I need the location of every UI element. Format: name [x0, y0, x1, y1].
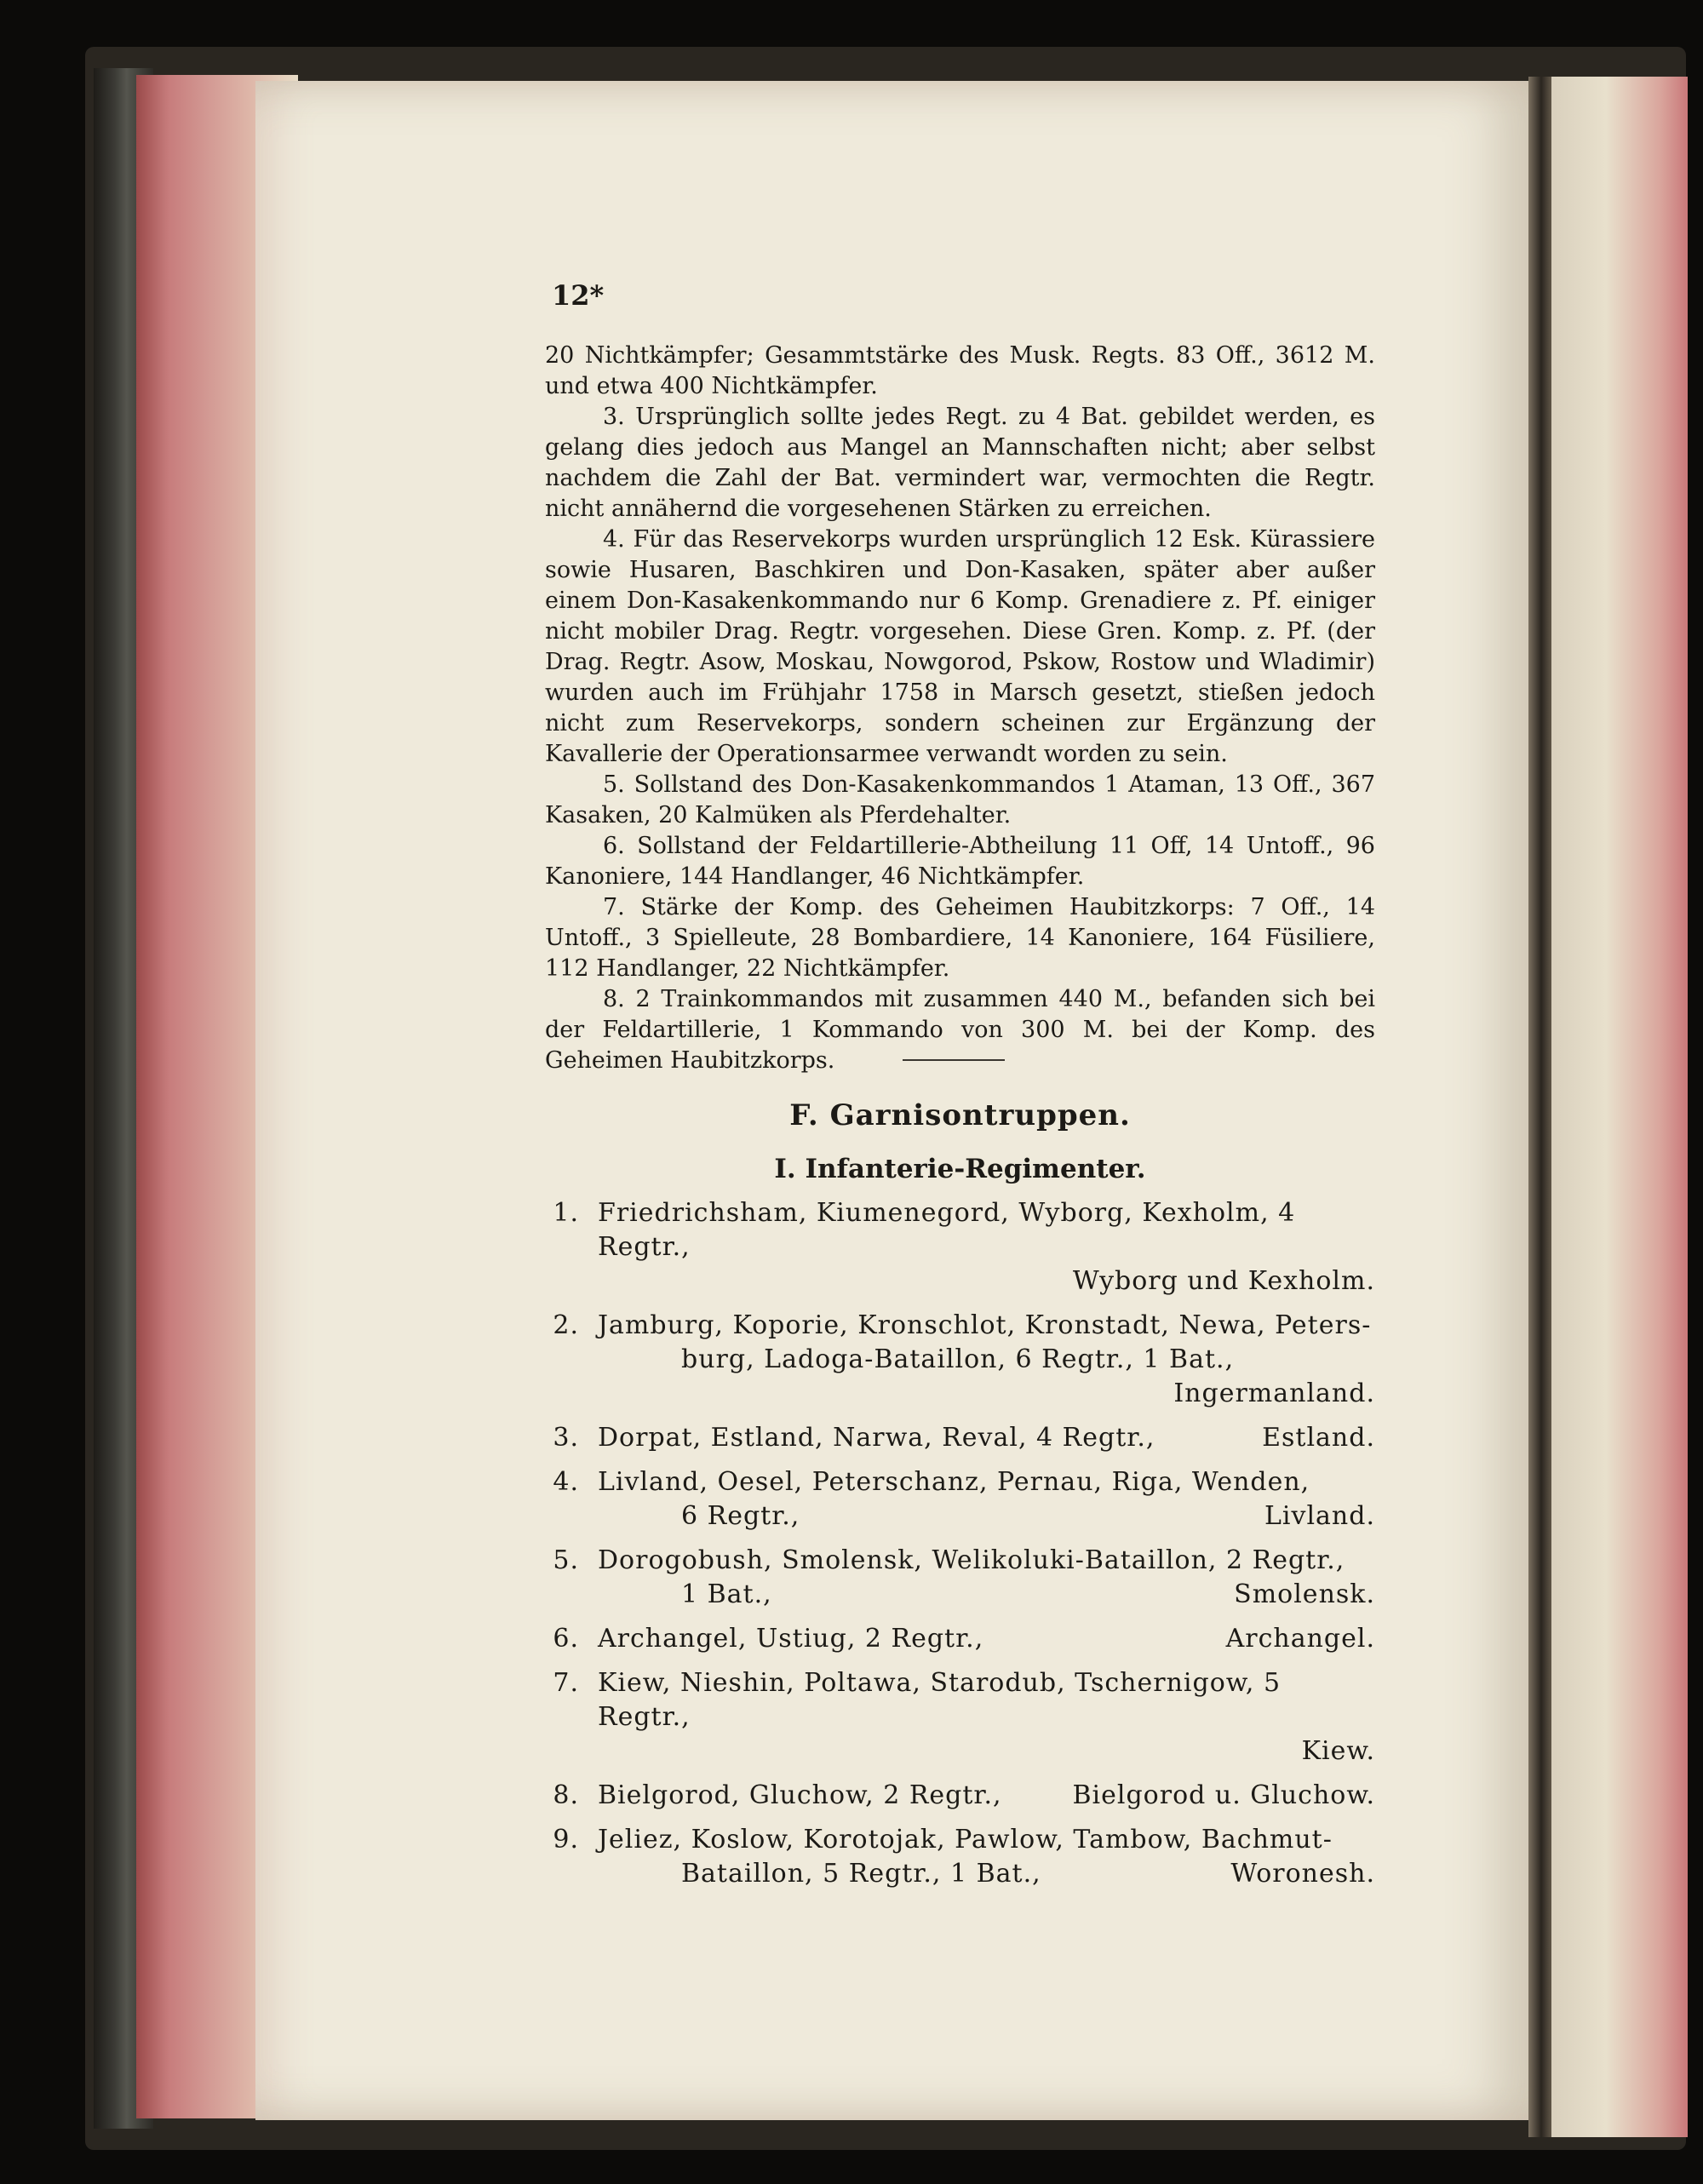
regiment-entry — [545, 1421, 1375, 1455]
section-divider — [903, 1059, 1005, 1061]
regiment-entry — [545, 1622, 1375, 1656]
regiment-entry — [545, 1823, 1375, 1891]
regiment-entry — [545, 1544, 1375, 1612]
footnote-item: 6. Sollstand der Feldartillerie-Abtheilung 11 Off, 14 Untoff., 96 Kanoniere, 144 Handlanger, 46 Nichtkämpfer. — [545, 833, 1375, 890]
entry-text: Jeliez, Koslow, Korotojak, Pawlow, Tambow, Bachmut- — [598, 1825, 1333, 1854]
entry-text-cont: 6 Regtr., — [681, 1501, 800, 1531]
entry-province: Bielgorod u. Gluchow. — [1072, 1780, 1375, 1810]
entry-number: 7. — [553, 1668, 579, 1698]
entry-province: Wyborg und Kexholm. — [1072, 1266, 1375, 1296]
entry-province: Archangel. — [1225, 1624, 1375, 1654]
regiment-entry — [545, 1309, 1375, 1411]
entry-text: Archangel, Ustiug, 2 Regtr., — [598, 1624, 984, 1654]
book-gutter — [1528, 77, 1554, 2137]
entry-text: Livland, Oesel, Peterschanz, Pernau, Riga, Wenden, — [598, 1467, 1310, 1497]
entry-number: 9. — [553, 1825, 579, 1854]
entry-text: Kiew, Nieshin, Poltawa, Starodub, Tschernigow, 5 Regtr., — [598, 1668, 1282, 1732]
entry-text: Bielgorod, Gluchow, 2 Regtr., — [598, 1780, 1002, 1810]
footnote-item: 5. Sollstand des Don-Kasakenkommandos 1 Ataman, 13 Off., 367 Kasaken, 20 Kalmüken als Pferdehalter. — [545, 771, 1375, 828]
regiment-entry — [545, 1196, 1375, 1298]
footnote-item: 3. Ursprünglich sollte jedes Regt. zu 4 Bat. gebildet werden, es gelang dies jedoch aus Mangel an Mannschaften nicht; aber selbst nachdem die Zahl der Bat. vermindert war, vermochten die Regtr. nicht annähernd die vorgesehenen Stärken zu erreichen. — [545, 404, 1375, 522]
section-title: F. Garnisontruppen. — [789, 1098, 1131, 1132]
entry-province: Ingermanland. — [1173, 1379, 1375, 1408]
footnote-item: 7. Stärke der Komp. des Geheimen Haubitzkorps: 7 Off., 14 Untoff., 3 Spielleute, 28 Bombardiere, 14 Kanoniere, 164 Füsiliere, 112 Handlanger, 22 Nichtkämpfer. — [545, 894, 1375, 982]
subsection-title: I. Infanterie-Regimenter. — [774, 1154, 1146, 1184]
entry-text: Dorpat, Estland, Narwa, Reval, 4 Regtr., — [598, 1423, 1155, 1453]
entry-province: Kiew. — [1301, 1736, 1375, 1766]
entry-number: 1. — [553, 1198, 579, 1228]
entry-number: 4. — [553, 1467, 579, 1497]
entry-text: Friedrichsham, Kiumenegord, Wyborg, Kexholm, 4 Regtr., — [598, 1198, 1296, 1262]
regiment-list — [545, 1196, 1375, 1901]
footnote-item: 4. Für das Reservekorps wurden ursprünglich 12 Esk. Kürassiere sowie Husaren, Baschkiren und Don-Kasaken, später aber außer einem Don-Kasakenkommando nur 6 Komp. Grenadiere z. Pf. einiger nicht mobiler Drag. Regtr. vorgesehen. Diese Gren. Komp. z. Pf. (der Drag. Regtr. Asow, Moskau, Nowgorod, Pskow, Rostow und Wladimir) wurden auch im Frühjahr 1758 in Marsch gesetzt, stießen jedoch nicht zum Reservekorps, sondern scheinen zur Ergänzung der Kavallerie der Operationsarmee verwandt worden zu sein. — [545, 526, 1375, 767]
entry-province: Woronesh. — [1230, 1859, 1375, 1889]
entry-number: 2. — [553, 1310, 579, 1340]
entry-province: Estland. — [1262, 1423, 1375, 1453]
entry-number: 5. — [553, 1545, 579, 1575]
entry-number: 6. — [553, 1624, 579, 1654]
page-number: 12* — [552, 279, 605, 312]
entry-text-cont: burg, Ladoga-Bataillon, 6 Regtr., 1 Bat., — [681, 1344, 1235, 1374]
entry-text-cont: 1 Bat., — [681, 1579, 772, 1609]
regiment-entry — [545, 1465, 1375, 1533]
entry-province: Livland. — [1264, 1501, 1375, 1531]
regiment-entry — [545, 1666, 1375, 1768]
facing-page — [1551, 77, 1688, 2137]
regiment-entry — [545, 1779, 1375, 1813]
entry-province: Smolensk. — [1234, 1579, 1375, 1609]
footnote-item: 20 Nichtkämpfer; Gesammtstärke des Musk. Regts. 83 Off., 3612 M. und etwa 400 Nichtkämpfer. — [545, 342, 1375, 399]
entry-number: 3. — [553, 1423, 579, 1453]
entry-text: Jamburg, Koporie, Kronschlot, Kronstadt, Newa, Peters- — [598, 1310, 1372, 1340]
entry-text-cont: Bataillon, 5 Regtr., 1 Bat., — [681, 1859, 1041, 1889]
entry-text: Dorogobush, Smolensk, Welikoluki-Bataillon, 2 Regtr., — [598, 1545, 1345, 1575]
entry-number: 8. — [553, 1780, 579, 1810]
footnote-item: 8. 2 Trainkommandos mit zusammen 440 M., befanden sich bei der Feldartillerie, 1 Kommando von 300 M. bei der Komp. des Geheimen Haubitzkorps. — [545, 986, 1375, 1074]
footnotes — [545, 341, 1375, 1076]
